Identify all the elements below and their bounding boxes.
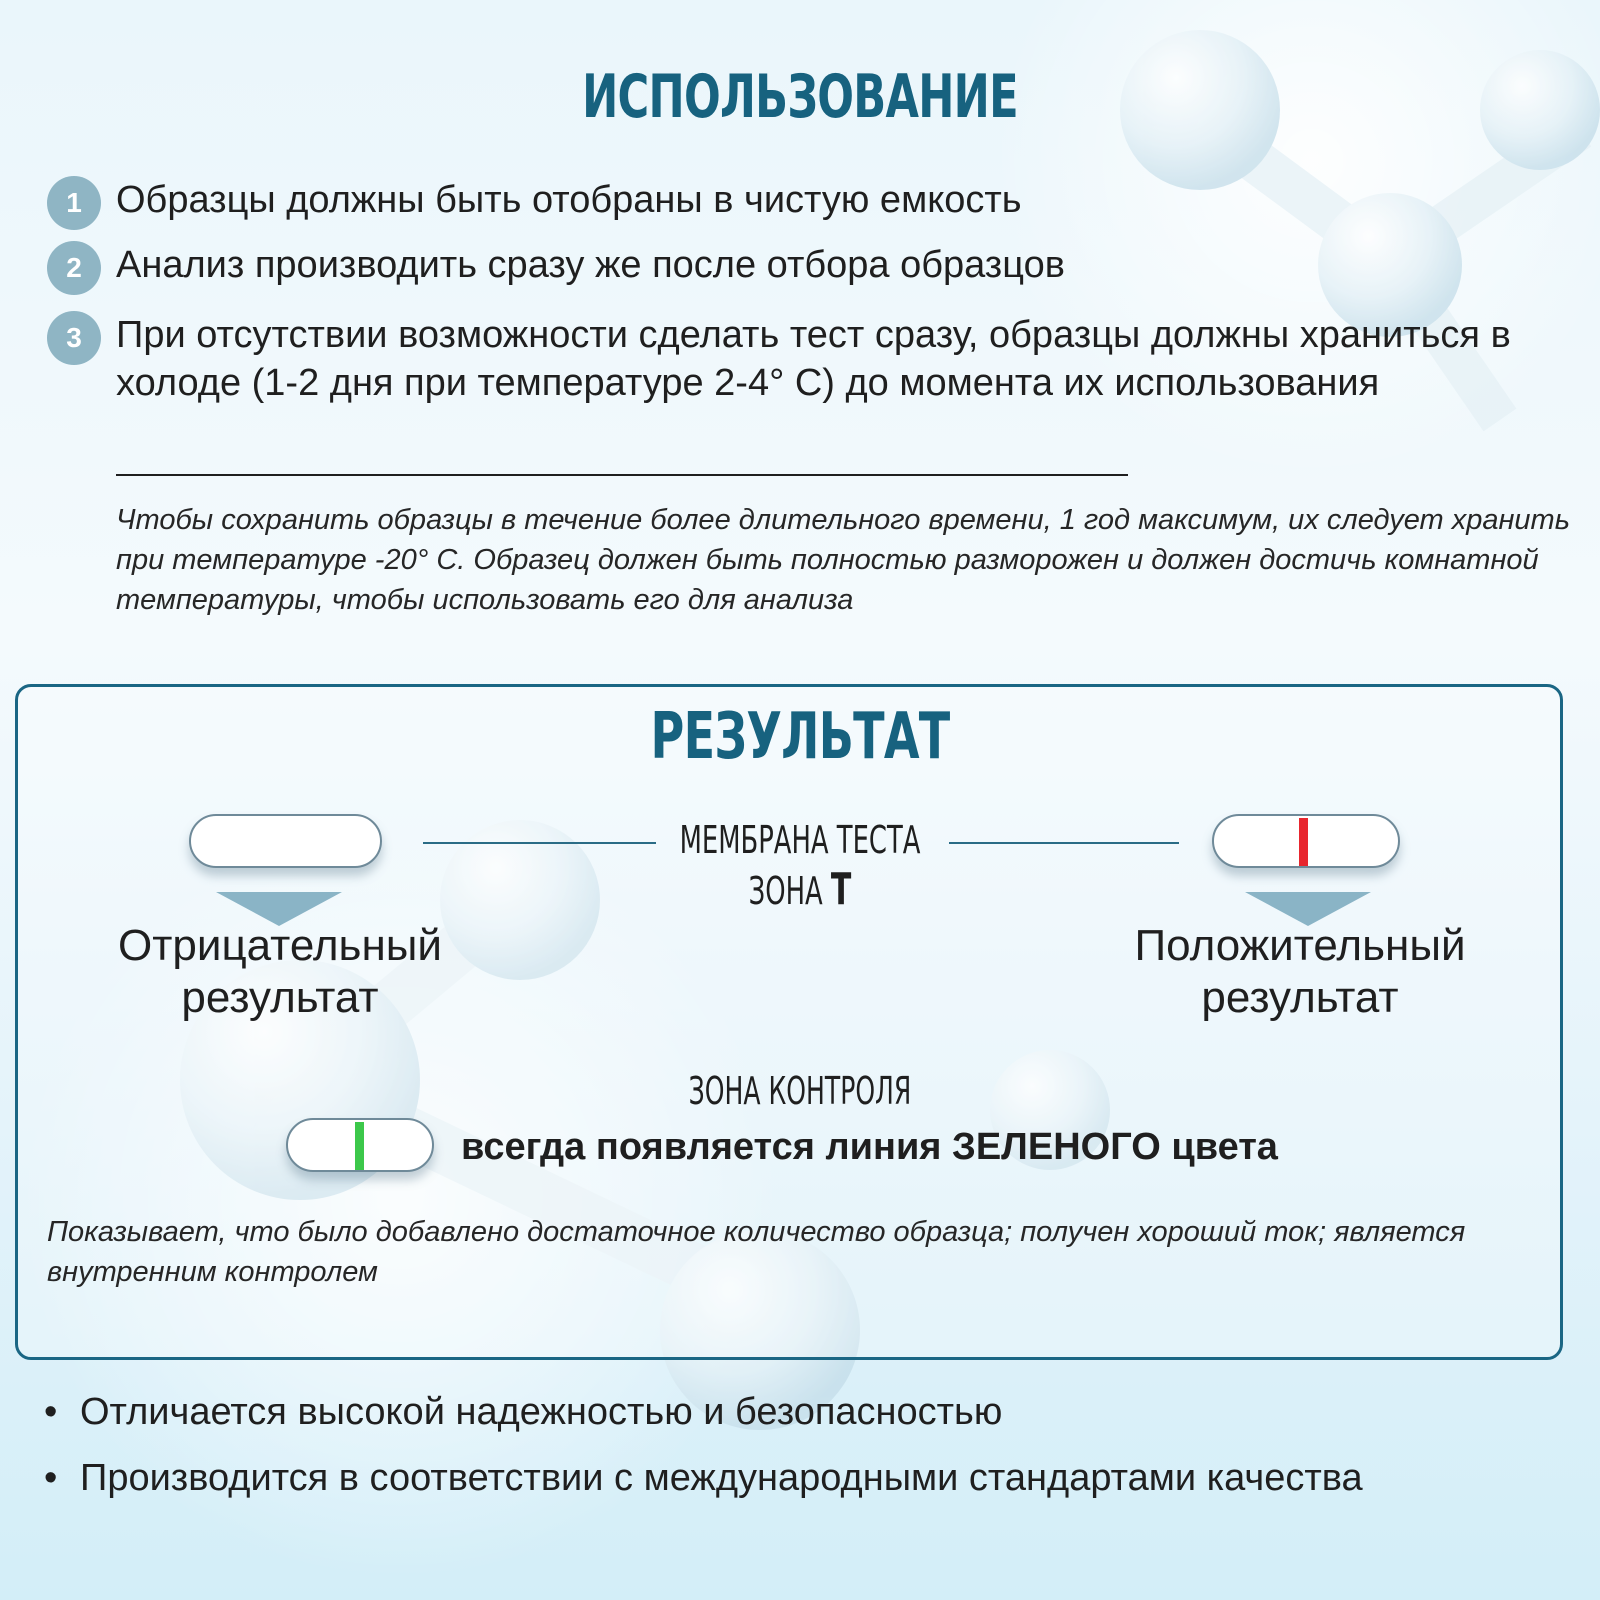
control-green-line: [355, 1122, 364, 1170]
positive-result-line2: результат: [1201, 973, 1399, 1022]
positive-red-line: [1299, 818, 1308, 866]
zone-t-prefix: ЗОНА: [748, 869, 823, 913]
usage-divider: [116, 474, 1128, 476]
connector-line-left: [423, 842, 656, 844]
control-caption: всегда появляется линия ЗЕЛЕНОГО цвета: [461, 1126, 1278, 1168]
feature-text: Производится в соответствии с международными стандартами качества: [80, 1457, 1363, 1499]
storage-note: Чтобы сохранить образцы в течение более длительного времени, 1 год максимум, их следует хранить при температуре -20° С. Образец должен быть полностью разморожен и должен достичь комнатной температуры, чтобы использовать его для анализа: [116, 504, 1570, 616]
step-number-badge: 1: [47, 176, 101, 230]
zone-t-letter: Т: [830, 864, 852, 915]
bullet-icon: •: [44, 1457, 58, 1499]
positive-result-line1: Положительный: [1134, 921, 1466, 970]
step-text: Образцы должны быть отобраны в чистую емкость: [116, 179, 1022, 221]
feature-text: Отличается высокой надежностью и безопасностью: [80, 1391, 1003, 1433]
negative-result-line2: результат: [181, 973, 379, 1022]
bullet-icon: •: [44, 1391, 58, 1433]
step-text: При отсутствии возможности сделать тест сразу, образцы должны храниться в холоде (1-2 дня при температуре 2-4° С) до момента их использования: [116, 314, 1511, 404]
negative-result-label: [70, 920, 490, 1024]
membrane-label: МЕМБРАНА ТЕСТА: [679, 818, 921, 862]
result-title: РЕЗУЛЬТАТ: [650, 700, 950, 774]
positive-result-label: [1090, 920, 1510, 1024]
connector-line-right: [949, 842, 1179, 844]
negative-test-strip: [189, 814, 382, 868]
step-text: Анализ производить сразу же после отбора образцов: [116, 244, 1065, 286]
usage-title: ИСПОЛЬЗОВАНИЕ: [582, 62, 1018, 132]
negative-result-line1: Отрицательный: [118, 921, 442, 970]
step-number-badge: 3: [47, 311, 101, 365]
control-note: Показывает, что было добавлено достаточное количество образца; получен хороший ток; является внутренним контролем: [47, 1216, 1466, 1288]
zone-t-label: [664, 864, 936, 915]
control-zone-label: ЗОНА КОНТРОЛЯ: [688, 1069, 912, 1113]
step-number-badge: 2: [47, 241, 101, 295]
